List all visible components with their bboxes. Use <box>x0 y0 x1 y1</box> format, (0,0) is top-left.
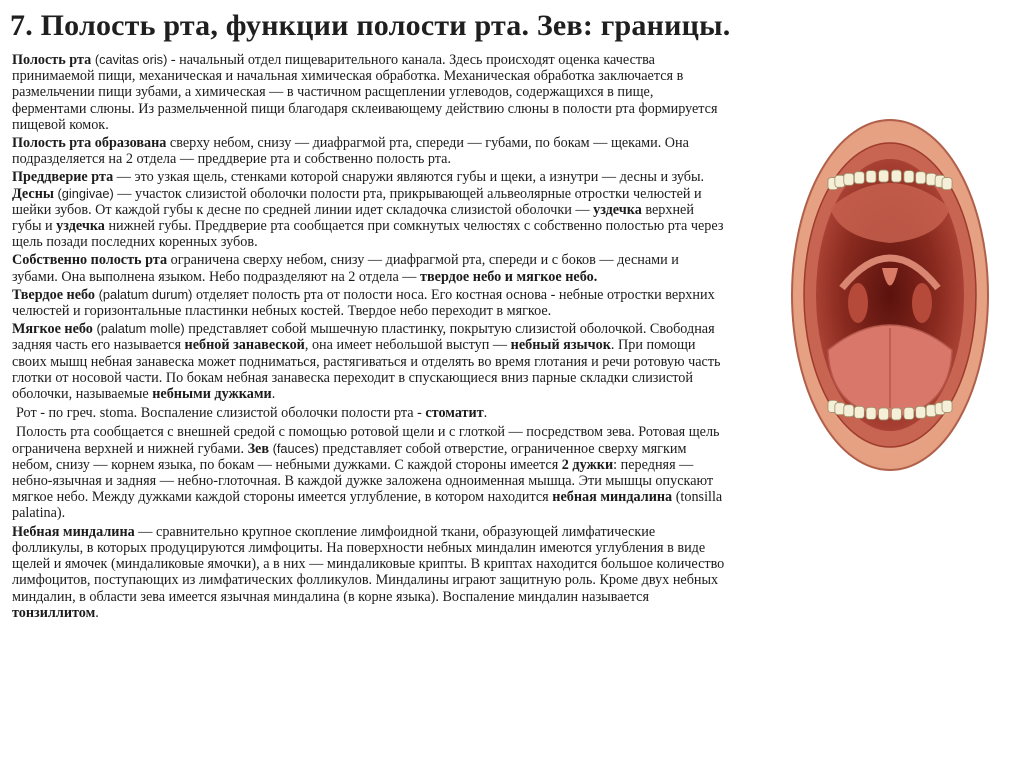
latin-term: (palatum durum) <box>95 286 193 302</box>
tooth <box>879 170 889 182</box>
tooth <box>844 405 854 417</box>
tooth <box>916 172 926 184</box>
text-run: отделяет полость рта от полости носа. Его костная основа - небные отростки верхних челюстей и горизонтальные пластинки небных костей. Твердое небо переходит в мягкое. <box>12 286 715 320</box>
latin-term: (gingivae) <box>53 185 114 201</box>
bold-term: небная миндалина <box>552 489 673 506</box>
text-run: . <box>271 386 276 403</box>
text-run: Полость рта сообщается с внешней средой с помощью ротовой щели и с глоткой — посредством зева. Ротовая щель ограничена верхней и нижней губами. <box>12 424 720 457</box>
text-run: . <box>483 405 488 422</box>
text-run: нижней губы. Преддверие рта сообщается при сомкнутых челюстях с собственно полостью рта через щель позади последних коренных зубов. <box>12 218 724 251</box>
body-text <box>12 52 726 764</box>
text-run: — сравнительно крупное скопление лимфоидной ткани, образующей лимфатические фолликулы, в которых продуцируются лимфоциты. На поверхности небных миндалин имеются углубления в виде щелей и ямочек (миндаликовые ямочки), а в них — миндаликовые крипты. В криптах находится большое количество лимфоцитов, поступающих из лимфатических фолликулов. Миндалины играют защитную роль. Кроме двух небных миндалин, в области зева имеется язычная миндалина (в корне языка). Воспаление миндалин называется <box>12 523 725 605</box>
bold-term: уздечка <box>593 201 642 218</box>
tonsil-right <box>912 283 932 323</box>
bold-term: Собственно полость рта <box>12 252 168 269</box>
paragraph <box>12 321 726 402</box>
paragraph <box>12 252 726 284</box>
slide-title: 7. Полость рта, функции полости рта. Зев: границы. <box>10 9 731 42</box>
bold-term: тонзиллитом <box>12 604 96 621</box>
paragraph <box>12 524 726 621</box>
paragraph <box>12 424 726 521</box>
tooth <box>879 408 889 420</box>
tooth <box>904 407 914 419</box>
tooth <box>891 170 901 182</box>
text-run: сверху небом, снизу — диафрагмой рта, спереди — губами, по бокам — щеками. Она подразделяется на 2 отдела — преддверие рта и собственно полость рта. <box>12 135 689 168</box>
paragraph <box>12 169 726 250</box>
tooth <box>835 403 845 415</box>
tooth <box>835 175 845 187</box>
bold-term: Десны <box>12 185 54 202</box>
paragraph <box>12 52 726 133</box>
tonsil-left <box>848 283 868 323</box>
bold-term: небный язычок <box>510 337 611 354</box>
text-run: : передняя — небно-язычная и задняя — небно-глоточная. В каждой дужке заложена одноименная мышца. Эти мышцы опускают мягкое небо. Между дужками каждой стороны имеется углубление, в котором находится <box>12 456 714 506</box>
bold-term: Полость рта образована <box>12 135 167 152</box>
bold-term: Небная миндалина <box>12 523 135 540</box>
tooth <box>942 400 952 412</box>
latin-term: (cavitas oris) <box>91 52 168 67</box>
text-run: . <box>95 604 99 621</box>
tooth <box>904 171 914 183</box>
latin-term: (palatum molle) <box>92 321 185 337</box>
paragraph <box>12 405 726 421</box>
bold-term: 2 дужки <box>561 456 614 473</box>
tooth <box>854 406 864 418</box>
tooth <box>916 406 926 418</box>
text-run: представляет собой мышечную пластинку, покрытую слизистой оболочкой. Свободная задняя часть его называется <box>12 321 715 354</box>
tooth <box>854 172 864 184</box>
bold-term: Мягкое небо <box>12 321 93 338</box>
text-run: , она имеет небольшой выступ — <box>304 337 511 354</box>
paragraph <box>12 135 726 167</box>
bold-term: твердое небо и мягкое небо. <box>420 268 598 285</box>
bold-term: небной занавеской <box>184 337 305 354</box>
tooth <box>844 173 854 185</box>
text-run: — это узкая щель, стенками которой снаружи являются губы и щеки, а изнутри — десны и зубы. <box>113 169 705 186</box>
paragraph <box>12 287 726 319</box>
text-run: . При помощи своих мышц небная занавеска может подниматься, растягиваться и отделять во время глотания и речи ротовую часть глотки от носовой части. По бокам небная занавеска переходит в спускающиеся вниз парные складки слизистой оболочки, называемые <box>12 337 721 403</box>
text-run: (tonsilla palatina). <box>12 489 723 522</box>
tooth <box>926 173 936 185</box>
text-run: Рот - по греч. stoma. Воспаление слизистой оболочки полости рта - <box>16 405 426 422</box>
text-run: верхней губы и <box>12 201 694 235</box>
bold-term: Полость рта <box>12 52 92 68</box>
text-run: ограничена сверху небом, снизу — диафрагмой рта, спереди и с боков — деснами и зубами. Она выполнена языком. Небо подразделяют на 2 отдела — <box>12 252 679 285</box>
text-run: представляет собой отверстие, ограниченное сверху мягким небом, снизу — корнем языка, по бокам — небными дужками. С каждой стороны имеется <box>12 440 687 473</box>
bold-term: уздечка <box>56 218 105 235</box>
tooth <box>926 405 936 417</box>
tooth <box>866 407 876 419</box>
bold-term: Зев <box>247 440 270 457</box>
tooth <box>891 408 901 420</box>
bold-term: Преддверие рта <box>12 169 114 186</box>
open-mouth-illustration <box>790 118 990 472</box>
bold-term: небными дужками <box>152 386 272 403</box>
tooth <box>866 171 876 183</box>
text-run: - начальный отдел пищеварительного канала. Здесь происходят оценка качества принимаемой пищи, механическая и начальная химическая обработка. Механическая обработка заключается в размельчении пищи зубами, а химическая — в частичном расщеплении углеводов, содержащихся в пище, ферментами слюны. Из размельченной пищи благодаря склеивающему действию слюны в полости рта формируется пищевой комок. <box>12 52 718 133</box>
bold-term: Твердое небо <box>12 286 96 303</box>
latin-term: (fauces) <box>269 440 319 456</box>
tooth <box>942 178 952 190</box>
text-run: — участок слизистой оболочки полости рта, прикрывающей альвеолярные отростки челюстей и шейки зубов. От каждой губы к десне по средней линии идет складочка слизистой оболочки — <box>12 185 702 218</box>
bold-term: стоматит <box>425 405 484 422</box>
